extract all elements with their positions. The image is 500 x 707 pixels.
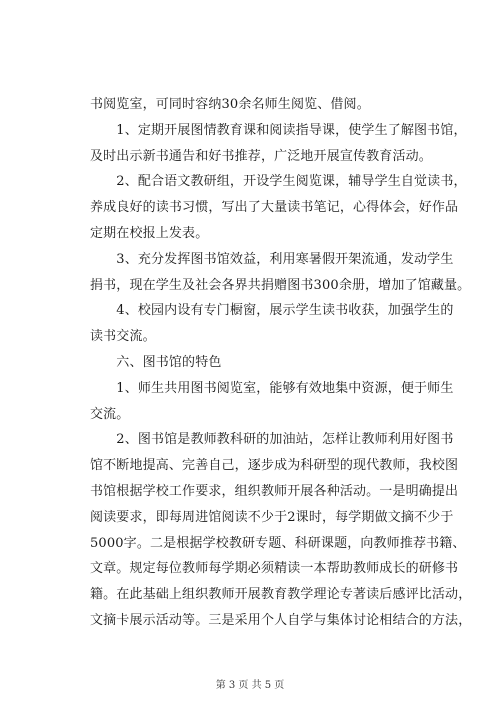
text-line: 读书交流。 bbox=[90, 329, 156, 345]
text-line: 1、定期开展图情教育课和阅读指导课，使学生了解图书馆， bbox=[90, 122, 467, 138]
text-line: 及时出示新书通告和好书推荐，广泛地开展宣传教育活动。 bbox=[90, 148, 432, 164]
text-line: 馆不断地提高、完善自己，逐步成为科研型的现代教师，我校图 bbox=[90, 458, 459, 474]
text-line: 捐书，现在学生及社会各界共捐赠图书300余册，增加了馆藏量。 bbox=[90, 277, 471, 293]
text-line: 交流。 bbox=[90, 406, 130, 422]
text-line: 书馆根据学校工作要求，组织教师开展各种活动。一是明确提出 bbox=[90, 483, 459, 499]
page-number-footer: 第 3 页 共 5 页 bbox=[215, 680, 285, 691]
text-line: 阅读要求，即每周进馆阅读不少于2课时，每学期做文摘不少于 bbox=[90, 509, 454, 525]
body-text bbox=[90, 92, 472, 634]
text-line: 4、校园内设有专门橱窗，展示学生读书收获，加强学生的 bbox=[90, 303, 454, 319]
text-line: 5000字。二是根据学校教研专题、科研课题，向教师推荐书籍、 bbox=[90, 535, 466, 551]
text-line: 2、配合语文教研组，开设学生阅览课，辅导学生自觉读书， bbox=[90, 174, 467, 190]
text-line: 文摘卡展示活动等。三是采用个人自学与集体讨论相结合的方法， bbox=[90, 612, 472, 628]
text-line: 1、师生共用图书阅览室，能够有效地集中资源，便于师生 bbox=[90, 380, 454, 396]
text-line: 籍。在此基础上组织教师开展教育教学理论专著读后感评比活动， bbox=[90, 587, 472, 603]
text-line: 3、充分发挥图书馆效益，利用寒暑假开架流通，发动学生 bbox=[90, 251, 454, 267]
text-line: 定期在校报上发表。 bbox=[90, 225, 209, 241]
text-line: 文章。规定每位教师每学期必须精读一本帮助教师成长的研修书 bbox=[90, 561, 459, 577]
section-heading: 六、图书馆的特色 bbox=[90, 354, 222, 370]
text-line: 书阅览室，可同时容纳30余名师生阅览、借阅。 bbox=[90, 97, 370, 112]
text-line: 养成良好的读书习惯，写出了大量读书笔记，心得体会，好作品 bbox=[90, 200, 459, 216]
text-line: 2、图书馆是教师教科研的加油站，怎样让教师利用好图书 bbox=[90, 432, 454, 448]
